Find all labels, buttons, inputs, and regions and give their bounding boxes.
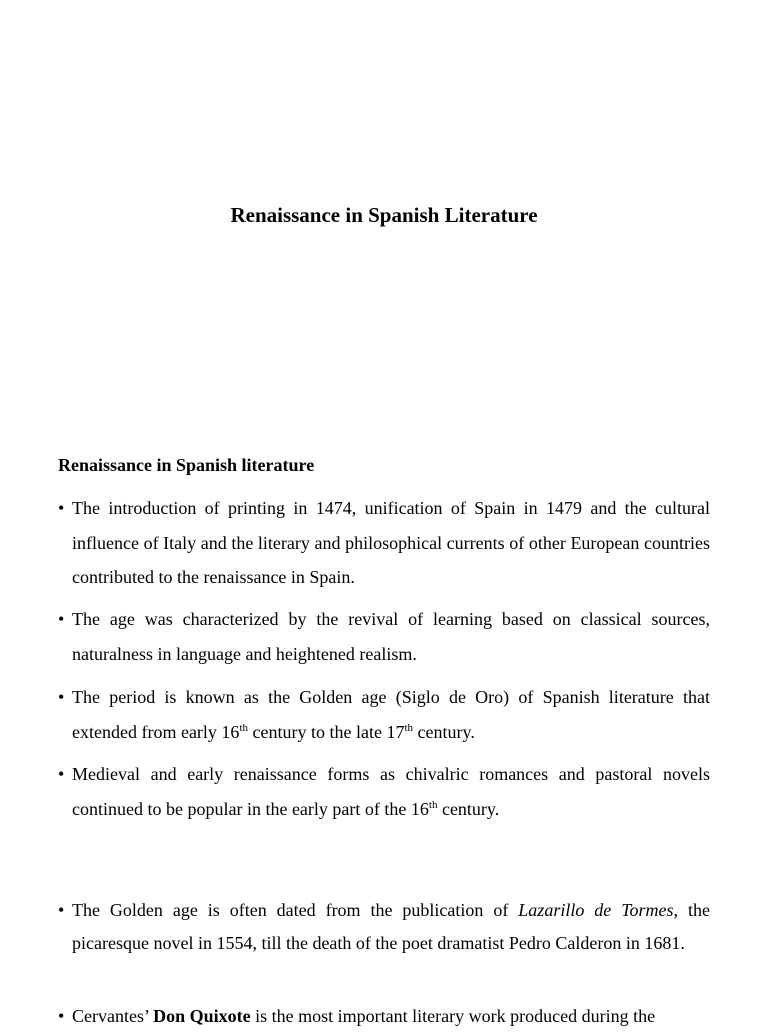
bullet-text: The introduction of printing in 1474, unification of Spain in 1479 and the cultural influence of Italy and the literary and philosophical currents of other European countries contributed to the renaissance in Spain. (72, 498, 710, 587)
bullet-text (72, 757, 710, 826)
bullet-item-revival (58, 602, 710, 671)
text-run: The Golden age is often dated from the publication of (72, 900, 519, 920)
bullet-item-medieval-forms (58, 757, 710, 826)
text-run: Medieval and early renaissance forms as chivalric romances and pastoral novels continued to be popular in the early part of the 16 (72, 764, 710, 819)
superscript: th (428, 798, 438, 811)
bullet-text (72, 999, 710, 1034)
bullet-marker: • (58, 764, 65, 784)
text-run: century. (413, 721, 475, 742)
page-title: Renaissance in Spanish Literature (230, 203, 538, 227)
bullet-text (72, 894, 710, 959)
italic-title: Lazarillo de Tormes, (518, 900, 679, 920)
text-run: is the most important literary work produced during the (250, 1006, 656, 1026)
bullet-marker: • (58, 900, 65, 920)
bullet-text: The age was characterized by the revival of learning based on classical sources, naturalness in language and heightened realism. (72, 609, 710, 664)
text-run: century. (437, 798, 500, 819)
bold-title: Don Quixote (153, 1006, 251, 1026)
text-run: the picaresque novel in 1554, till the death of the poet dramatist Pedro Calderon in 1681. (72, 900, 710, 953)
superscript: th (239, 721, 248, 734)
bullet-item-lazarillo (58, 894, 710, 959)
text-run: Cervantes’ (72, 1006, 154, 1026)
bullet-item-don-quixote (58, 999, 710, 1034)
bullet-item-printing (58, 491, 710, 595)
bullet-item-golden-age-period (58, 680, 710, 749)
bullet-marker: • (58, 1006, 65, 1026)
superscript: th (404, 721, 414, 734)
section-heading: Renaissance in Spanish literature (58, 455, 315, 475)
bullet-text (72, 680, 710, 749)
bullet-marker: • (58, 609, 65, 629)
bullet-marker: • (58, 687, 65, 707)
text-run: The period is known as the Golden age (Siglo de Oro) of Spanish literature that extended from early 16 (72, 687, 710, 742)
text-run: century to the late 17 (248, 721, 405, 742)
bullet-marker: • (58, 498, 65, 518)
